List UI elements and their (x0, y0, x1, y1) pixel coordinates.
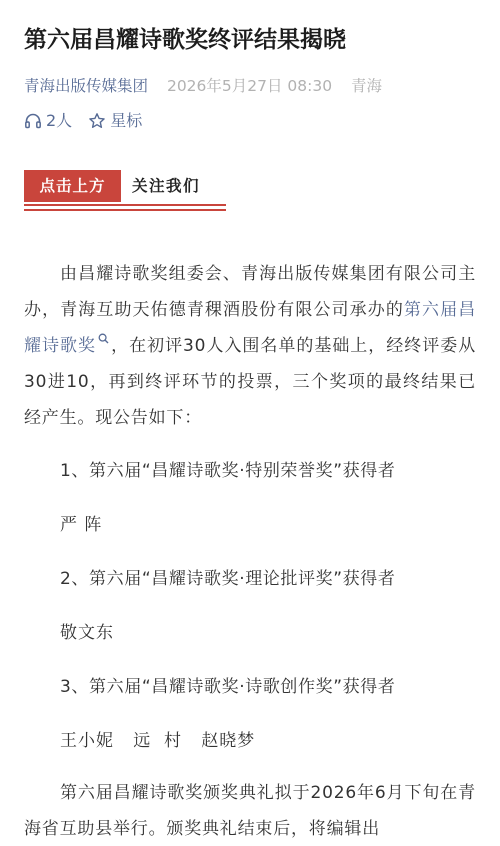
star-label: 星标 (110, 111, 143, 130)
article-title: 第六届昌耀诗歌奖终评结果揭晓 (24, 27, 346, 53)
listen-count: 2人 (46, 111, 73, 130)
closing-paragraph: 第六届昌耀诗歌奖颁奖典礼拟于2026年6月下旬在青海省互助县举行。颁奖典礼结束后，将编辑出 (24, 783, 476, 839)
award-winner: 严 阵 (60, 515, 103, 535)
award-heading: 1、第六届“昌耀诗歌奖·特别荣誉奖”获得者 (60, 461, 396, 481)
award-search-link[interactable]: 第六届昌耀诗歌奖 (24, 300, 476, 356)
award-winner: 王小妮 远 村 赵晓梦 (60, 731, 256, 751)
headphones-icon (24, 112, 42, 130)
search-icon[interactable] (98, 333, 109, 344)
divider-line (24, 209, 226, 211)
award-heading: 3、第六届“昌耀诗歌奖·诗歌创作奖”获得者 (60, 677, 396, 697)
intro-paragraph (24, 256, 476, 436)
article-meta (24, 74, 382, 98)
star-outline-icon (88, 112, 106, 130)
follow-us-text: 关注我们 (132, 177, 201, 195)
divider-line (24, 204, 226, 206)
follow-click-button[interactable]: 点击上方 (24, 170, 121, 202)
follow-banner (24, 168, 226, 212)
star-button[interactable] (88, 109, 142, 133)
article-stats (24, 109, 158, 133)
publish-time: 2026年5月27日 08:30 (166, 77, 333, 95)
listen-count-button[interactable] (24, 109, 72, 133)
account-name-link[interactable]: 青海出版传媒集团 (24, 77, 149, 95)
intro-text: 由昌耀诗歌奖组委会、青海出版传媒集团有限公司主办，青海互助天佑德青稞酒股份有限公司承办的 (24, 264, 476, 320)
award-winner: 敬文东 (60, 623, 114, 643)
publish-location: 青海 (351, 77, 383, 95)
award-heading: 2、第六届“昌耀诗歌奖·理论批评奖”获得者 (60, 569, 396, 589)
intro-text: ，在初评30人入围名单的基础上，经终评委从30进10，再到终评环节的投票，三个奖项的最终结果已经产生。现公告如下： (24, 336, 477, 428)
